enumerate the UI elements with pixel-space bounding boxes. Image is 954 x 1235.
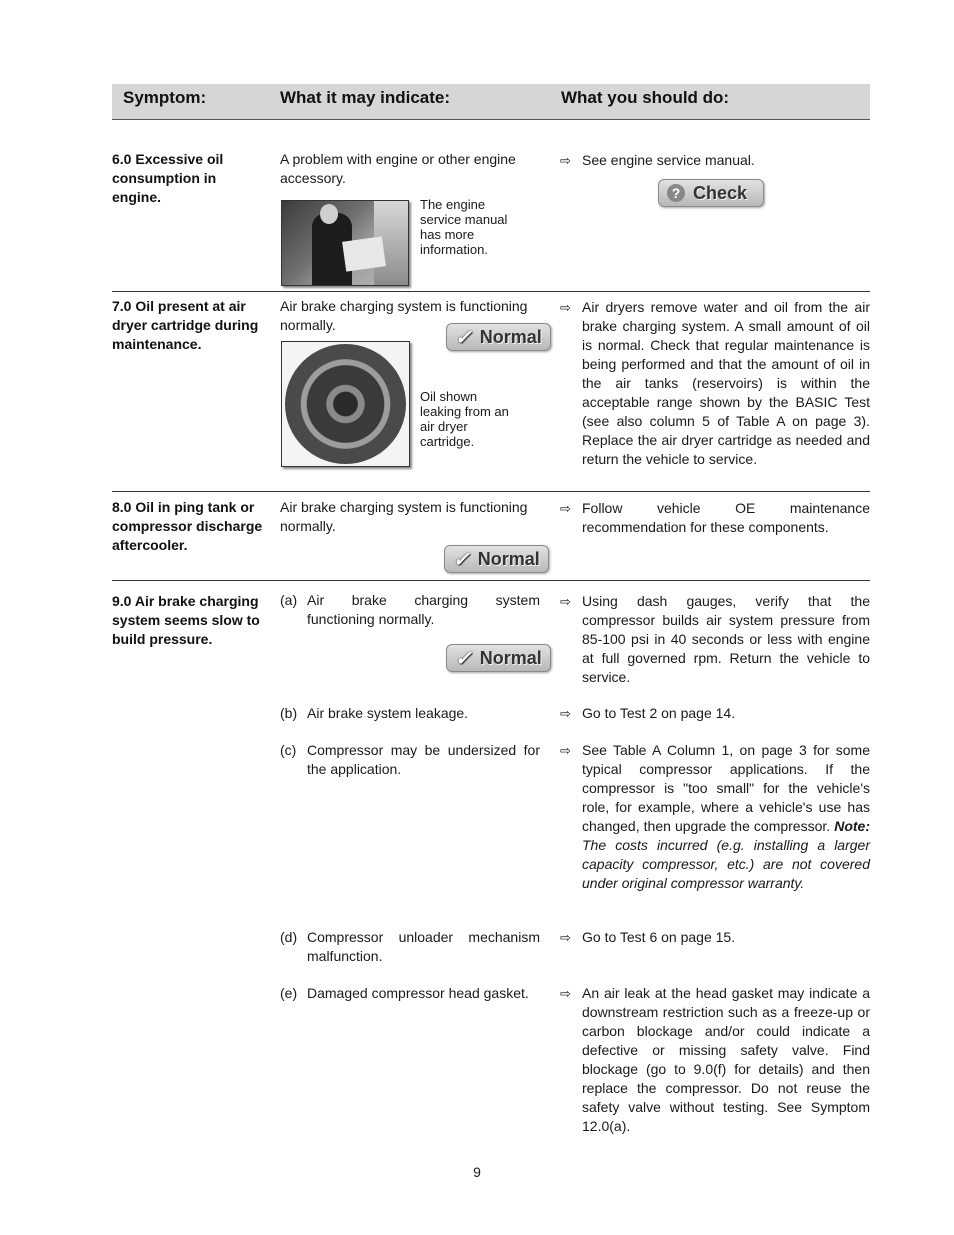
do-9-0-d — [560, 928, 870, 947]
indicate-9-0-e — [280, 984, 540, 1003]
checkmark-icon: ✓ — [455, 326, 472, 349]
header-indicate: What it may indicate: — [280, 88, 451, 107]
do-9-0-c — [560, 741, 870, 893]
normal-badge — [446, 323, 551, 351]
caption-cartridge-photo: Oil shown leaking from an air dryer cartridge. — [420, 389, 509, 449]
do-9-0-b-text: Go to Test 2 on page 14. — [582, 705, 736, 721]
do-6-0-text: See engine service manual. — [582, 152, 755, 168]
indicate-9-0-b — [280, 704, 540, 723]
symptom-8-0: 8.0 Oil in ping tank or compressor discharge aftercooler. — [112, 499, 263, 553]
symptom-7-0: 7.0 Oil present at air dryer cartridge during maintenance. — [112, 298, 259, 352]
item-letter: (e) — [280, 985, 298, 1001]
note-label: Note: — [834, 818, 870, 834]
right-arrow-icon: ⇨ — [560, 153, 571, 168]
right-arrow-icon: ⇨ — [560, 930, 571, 945]
item-letter: (b) — [280, 705, 298, 721]
normal-badge-label: Normal — [479, 326, 542, 347]
do-9-0-e — [560, 984, 870, 1136]
item-letter: (d) — [280, 929, 298, 945]
indicate-6-0: A problem with engine or other engine accessory. — [280, 151, 516, 186]
indicate-7-0: Air brake charging system is functioning normally. — [280, 298, 528, 333]
do-9-0-b — [560, 704, 870, 723]
indicate-9-0-c — [280, 741, 540, 779]
do-9-0-c-body — [582, 741, 870, 893]
row-divider — [112, 580, 870, 581]
table-header — [112, 84, 870, 120]
item-text: Compressor unloader mechanism malfunction. — [307, 929, 540, 964]
right-arrow-icon: ⇨ — [560, 986, 571, 1001]
do-9-0-a-text: Using dash gauges, verify that the compressor builds air system pressure from 85-100 psi in 40 seconds or less with engine at full governed rpm. Return the vehicle to service. — [582, 593, 870, 685]
do-9-0-a — [560, 592, 870, 687]
do-9-0-c-text: See Table A Column 1, on page 3 for some typical compressor applications. If the compressor is "too small" for the vehicle's role, for example, where a vehicle's use has changed, then upgrade the compressor. — [582, 742, 870, 834]
symptom-6-0: 6.0 Excessive oil consumption in engine. — [112, 151, 224, 205]
do-7-0-text: Air dryers remove water and oil from the air brake charging system. A small amount of oil is normal. Check that regular maintenance is being performed and that the amount of oil in the air tanks (reservoirs) is within the acceptable range shown by the BASIC Test (see also column 5 of Table A on page 3). Replace the air dryer cartridge as needed and return the vehicle to service. — [582, 299, 870, 467]
checkmark-icon: ✓ — [453, 548, 470, 571]
do-8-0 — [560, 499, 870, 537]
row-divider — [112, 491, 870, 492]
do-8-0-text: Follow vehicle OE maintenance recommendation for these components. — [582, 500, 870, 535]
item-text: Compressor may be undersized for the application. — [307, 742, 540, 777]
header-symptom: Symptom: — [123, 88, 207, 107]
normal-badge-label: Normal — [479, 647, 542, 668]
right-arrow-icon: ⇨ — [560, 743, 571, 758]
normal-badge — [444, 545, 549, 573]
item-text: Air brake charging system functioning normally. — [307, 592, 540, 627]
row-divider — [112, 291, 870, 292]
question-icon: ? — [667, 184, 685, 202]
air-dryer-cartridge-photo — [281, 341, 410, 467]
normal-badge — [446, 644, 551, 672]
check-badge — [658, 179, 764, 207]
page-number: 9 — [473, 1164, 481, 1180]
note-text: The costs incurred (e.g. installing a larger capacity compressor, etc.) are not covered under original compressor warranty. — [582, 837, 870, 891]
indicate-8-0: Air brake charging system is functioning normally. — [280, 499, 528, 534]
do-7-0 — [560, 298, 870, 469]
normal-badge-label: Normal — [477, 548, 540, 569]
item-letter: (c) — [280, 742, 297, 758]
right-arrow-icon: ⇨ — [560, 594, 571, 609]
indicate-9-0-a — [280, 591, 540, 629]
check-badge-label: Check — [693, 182, 748, 203]
checkmark-icon: ✓ — [455, 647, 472, 670]
symptom-9-0: 9.0 Air brake charging system seems slow to build pressure. — [112, 593, 260, 647]
do-9-0-d-text: Go to Test 6 on page 15. — [582, 929, 736, 945]
caption-mechanic-photo: The engine service manual has more information. — [420, 197, 508, 257]
mechanic-photo — [281, 200, 409, 286]
item-text: Damaged compressor head gasket. — [307, 985, 529, 1001]
do-9-0-e-text: An air leak at the head gasket may indicate a downstream restriction such as a freeze-up or carbon blockage and/or could indicate a defective or missing safety valve. Find blockage (go to 9.0(f) for details) and then replace the compressor. Do not reuse the safety valve without testing. See Symptom 12.0(a). — [582, 985, 870, 1134]
right-arrow-icon: ⇨ — [560, 706, 571, 721]
indicate-9-0-d — [280, 928, 540, 966]
right-arrow-icon: ⇨ — [560, 300, 571, 315]
header-do: What you should do: — [561, 88, 730, 107]
item-letter: (a) — [280, 592, 298, 608]
do-6-0 — [560, 151, 870, 170]
item-text: Air brake system leakage. — [307, 705, 469, 721]
right-arrow-icon: ⇨ — [560, 501, 571, 516]
